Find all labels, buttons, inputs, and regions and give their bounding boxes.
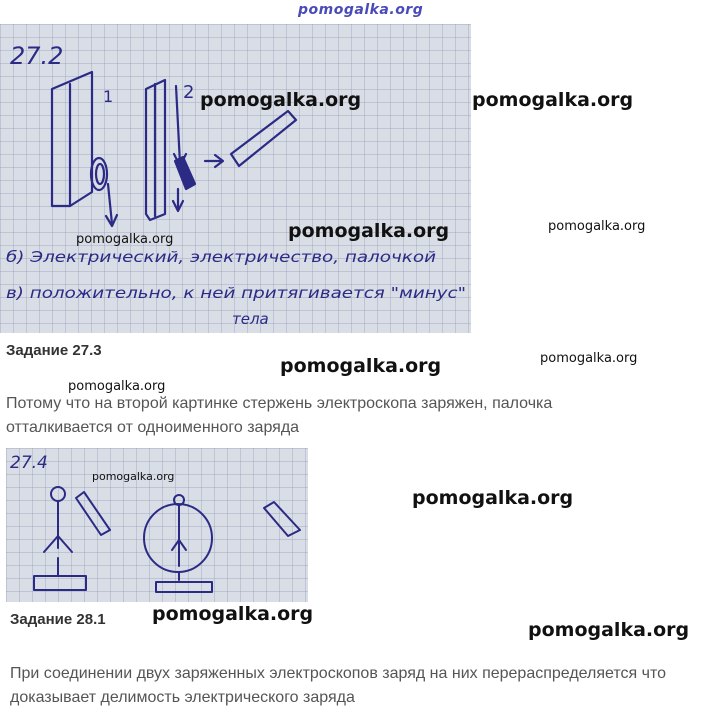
arrow-down-1 xyxy=(108,184,112,224)
watermark: pomogalka.org xyxy=(280,355,442,377)
task-heading-27-3: Задание 27.3 xyxy=(6,342,102,359)
watermark: pomogalka.org xyxy=(76,232,174,247)
fig1-number: 1 xyxy=(103,87,114,106)
task-heading-28-1: Задание 28.1 xyxy=(10,611,106,628)
homework-photo-27-2 xyxy=(0,24,471,333)
watermark: pomogalka.org xyxy=(540,351,638,366)
task-text-27-3: Потому что на второй картинке стержень электроскопа заряжен, палочка отталкивается от одноименного заряда xyxy=(6,395,553,436)
stand-center xyxy=(156,582,212,592)
site-logo[interactable]: pomogalka.org xyxy=(298,2,424,18)
answer-line-b: б) Электрический, электричество, палочкой xyxy=(6,248,437,266)
watermark: pomogalka.org xyxy=(472,89,634,111)
electroscope-plate-1 xyxy=(52,72,92,206)
answer-line-v-cont: тела xyxy=(232,310,269,328)
answer-line-v: в) положительно, к ней притягивается "минус" xyxy=(6,284,466,302)
watermark: pomogalka.org xyxy=(288,220,450,242)
stand-left xyxy=(34,576,86,590)
watermark: pomogalka.org xyxy=(68,379,166,394)
photo-27-2-drawing xyxy=(0,24,471,333)
watermark: pomogalka.org xyxy=(528,619,690,641)
charged-rod-small xyxy=(175,157,195,189)
watermark: pomogalka.org xyxy=(412,487,574,509)
task-text-28-1: При соединении двух заряженных электроскопов заряд на них перераспределяется что доказывает делимость электрического заряда xyxy=(10,665,667,706)
fig2-number: 2 xyxy=(183,82,195,103)
rod-large xyxy=(231,111,296,166)
label-27-2: 27.2 xyxy=(10,42,64,70)
label-27-4: 27.4 xyxy=(10,453,48,473)
arrow-down-2 xyxy=(176,86,180,164)
rod-right xyxy=(264,502,300,536)
rod-left xyxy=(76,492,110,535)
watermark: pomogalka.org xyxy=(92,470,175,483)
watermark: pomogalka.org xyxy=(548,219,646,234)
watermark: pomogalka.org xyxy=(200,89,362,111)
watermark: pomogalka.org xyxy=(152,603,314,625)
electroscope-ball-left xyxy=(51,487,65,501)
